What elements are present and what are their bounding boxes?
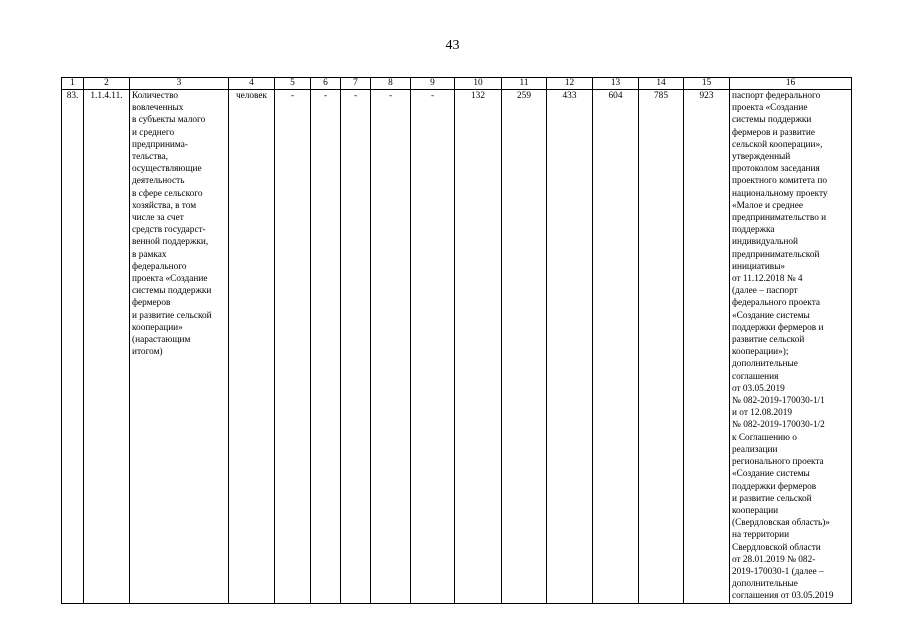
indicator-text-line: хозяйства, в том	[132, 200, 197, 211]
indicator-text-line: осуществляющие	[132, 164, 202, 175]
column-number: 6	[311, 78, 341, 90]
data-table	[61, 77, 852, 604]
source-text-line: «Малое и среднее	[732, 200, 804, 211]
column-number: 5	[275, 78, 311, 90]
column-number: 11	[502, 78, 547, 90]
indicator-text-line: системы поддержки	[132, 286, 212, 297]
indicator-text-line: итогом)	[132, 347, 163, 358]
source-text-line: дополнительные	[732, 359, 798, 370]
source-text-line: федерального проекта	[732, 298, 821, 309]
column-number: 4	[229, 78, 275, 90]
indicator-text-line: кооперации»	[132, 322, 183, 333]
source-text-line: системы поддержки	[732, 115, 812, 126]
source-text-line: поддержки фермеров и	[732, 322, 824, 333]
source-text-line: кооперации	[732, 505, 779, 516]
source-text-line: национальному проекту	[732, 188, 828, 199]
value-cell: -	[341, 90, 371, 604]
value-cell: -	[275, 90, 311, 604]
source-text-line: на территории	[732, 530, 790, 541]
indicator-text-line: фермеров	[132, 298, 171, 309]
source-text-line: Свердловской области	[732, 542, 821, 553]
value-cell: 259	[502, 90, 547, 604]
unit: человек	[229, 90, 275, 604]
source-text-line: соглашения	[732, 371, 779, 382]
indicator-text-line: проекта «Создание	[132, 274, 208, 285]
source-text-line: (далее – паспорт	[732, 286, 798, 297]
column-number: 7	[341, 78, 371, 90]
indicator-text-line: в сфере сельского	[132, 188, 203, 199]
source-document	[730, 90, 852, 604]
source-text-line: проектного комитета по	[732, 176, 827, 187]
source-text-line: фермеров и развитие	[732, 127, 815, 138]
indicator-text-line: тельства,	[132, 152, 168, 163]
column-number: 3	[130, 78, 229, 90]
row-code: 1.1.4.11.	[84, 90, 130, 604]
page-number: 43	[445, 38, 460, 53]
source-text-line: от 28.01.2019 № 082-	[732, 554, 816, 565]
value-cell: 433	[547, 90, 593, 604]
source-text-line: реализации	[732, 444, 778, 455]
indicator-text-line: в рамках	[132, 249, 167, 260]
source-text-line: инициативы»	[732, 261, 786, 272]
column-number: 1	[62, 78, 84, 90]
value-cell: -	[371, 90, 411, 604]
source-text-line: проекта «Создание	[732, 103, 808, 114]
value-cell: 132	[455, 90, 502, 604]
value-cell: 923	[684, 90, 730, 604]
source-text-line: предпринимательство и	[732, 213, 827, 224]
indicator-text-line: в субъекты малого	[132, 115, 206, 126]
indicator-text-line: числе за счет	[132, 213, 184, 224]
source-text-line: сельской кооперации»,	[732, 139, 823, 150]
value-cell: 785	[639, 90, 684, 604]
indicator-text-line: (нарастающим	[132, 335, 191, 346]
table-row	[62, 90, 852, 604]
source-text-line: от 03.05.2019	[732, 383, 785, 394]
indicator-text-line: венной поддержки,	[132, 237, 209, 248]
indicator-text-line: предпринима-	[132, 139, 188, 150]
indicator-text-line: и среднего	[132, 127, 175, 138]
column-number: 14	[639, 78, 684, 90]
row-number: 83.	[62, 90, 84, 604]
indicator-text-line: средств государст-	[132, 225, 206, 236]
column-number: 12	[547, 78, 593, 90]
indicator-text-line: вовлеченных	[132, 103, 184, 114]
source-text-line: дополнительные	[732, 579, 798, 590]
source-text-line: № 082-2019-170030-1/2	[732, 420, 825, 431]
value-cell: -	[411, 90, 455, 604]
value-cell: 604	[593, 90, 639, 604]
source-text-line: «Создание системы	[732, 469, 810, 480]
source-text-line: кооперации»);	[732, 347, 789, 358]
source-text-line: и от 12.08.2019	[732, 408, 793, 419]
indicator-text-line: Количество	[132, 91, 179, 101]
column-number: 16	[730, 78, 852, 90]
source-text-line: 2019-170030-1 (далее –	[732, 566, 824, 577]
indicator-text-line: федерального	[132, 261, 187, 272]
source-text-line: утвержденный	[732, 152, 791, 163]
source-text-line: соглашения от 03.05.2019	[732, 591, 834, 602]
column-number: 15	[684, 78, 730, 90]
source-text-line: (Свердловская область)»	[732, 518, 830, 529]
value-cell: -	[311, 90, 341, 604]
column-number: 13	[593, 78, 639, 90]
source-text-line: развитие сельской	[732, 335, 805, 346]
indicator-name	[130, 90, 229, 604]
source-text-line: индивидуальной	[732, 237, 798, 248]
source-text-line: и развитие сельской	[732, 493, 812, 504]
source-text-line: поддержка	[732, 225, 775, 236]
column-number: 9	[411, 78, 455, 90]
indicator-text-line: деятельность	[132, 176, 185, 187]
source-text-line: «Создание системы	[732, 310, 810, 321]
column-number: 8	[371, 78, 411, 90]
source-text-line: поддержки фермеров	[732, 481, 817, 492]
source-text-line: паспорт федерального	[732, 91, 821, 101]
column-number-row	[62, 78, 852, 90]
column-number: 2	[84, 78, 130, 90]
indicator-text-line: и развитие сельской	[132, 310, 212, 321]
source-text-line: регионального проекта	[732, 457, 824, 468]
source-text-line: от 11.12.2018 № 4	[732, 274, 803, 285]
column-number: 10	[455, 78, 502, 90]
source-text-line: к Соглашению о	[732, 432, 797, 443]
source-text-line: предпринимательской	[732, 249, 820, 260]
source-text-line: протоколом заседания	[732, 164, 820, 175]
source-text-line: № 082-2019-170030-1/1	[732, 396, 825, 407]
